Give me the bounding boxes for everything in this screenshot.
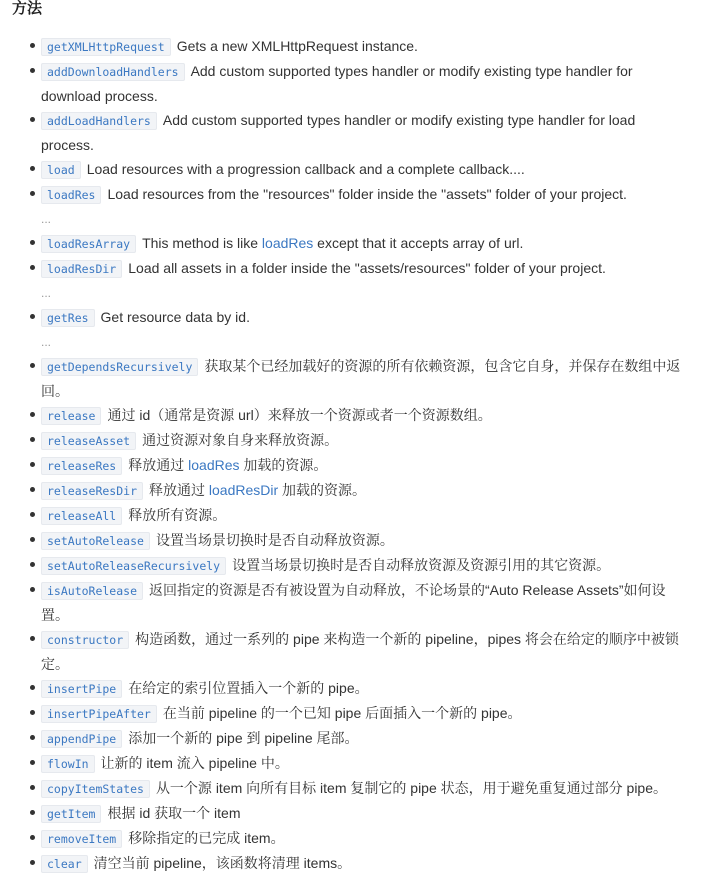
method-item bbox=[0, 403, 700, 428]
method-name-link[interactable]: appendPipe bbox=[41, 730, 122, 748]
method-item bbox=[0, 851, 700, 876]
method-item bbox=[0, 676, 700, 701]
method-name-link[interactable]: getRes bbox=[41, 309, 95, 327]
method-name-link[interactable]: loadResDir bbox=[41, 260, 122, 278]
bullet-icon bbox=[30, 685, 35, 690]
method-description: 释放通过 bbox=[128, 457, 189, 473]
bullet-icon bbox=[30, 512, 35, 517]
method-item bbox=[0, 59, 700, 108]
bullet-icon bbox=[30, 710, 35, 715]
method-name-link[interactable]: addDownloadHandlers bbox=[41, 63, 185, 81]
method-description: 通过资源对象自身来释放资源。 bbox=[142, 432, 339, 448]
method-description: Get resource data by id. bbox=[100, 309, 250, 325]
method-name-link[interactable]: releaseAll bbox=[41, 507, 122, 525]
method-description: This method is like bbox=[142, 235, 262, 251]
method-item bbox=[0, 627, 700, 676]
bullet-icon bbox=[30, 760, 35, 765]
bullet-icon bbox=[30, 835, 35, 840]
method-description-continued: 回。 bbox=[41, 383, 69, 399]
inline-method-link[interactable]: loadRes bbox=[188, 457, 240, 473]
method-description: 清空当前 pipeline，该函数将清理 items。 bbox=[93, 855, 352, 871]
method-list bbox=[0, 34, 700, 876]
method-description: Add custom supported types handler or modify existing type handler for bbox=[190, 63, 633, 79]
method-name-link[interactable]: loadResArray bbox=[41, 235, 136, 253]
method-description-continued: 定。 bbox=[41, 656, 69, 672]
bullet-icon bbox=[30, 462, 35, 467]
method-item bbox=[0, 256, 700, 281]
method-name-link[interactable]: insertPipeAfter bbox=[41, 705, 157, 723]
method-item bbox=[0, 354, 700, 403]
method-item bbox=[0, 108, 700, 157]
method-item bbox=[0, 826, 700, 851]
bullet-icon bbox=[30, 166, 35, 171]
method-name-link[interactable]: flowIn bbox=[41, 755, 95, 773]
inline-method-link[interactable]: loadResDir bbox=[208, 482, 279, 498]
bullet-icon bbox=[30, 117, 35, 122]
method-name-link[interactable]: loadRes bbox=[41, 186, 101, 204]
method-item bbox=[0, 503, 700, 528]
method-description: 设置当场景切换时是否自动释放资源。 bbox=[155, 532, 394, 548]
bullet-icon bbox=[30, 636, 35, 641]
method-item bbox=[0, 726, 700, 751]
method-description: 通过 id（通常是资源 url）来释放一个资源或者一个资源数组。 bbox=[107, 407, 492, 423]
method-item bbox=[0, 801, 700, 826]
method-item bbox=[0, 478, 700, 503]
method-description: 返回指定的资源是否有被设置为自动释放，不论场景的“Auto Release Assets”如何设 bbox=[149, 582, 666, 598]
method-description: 在当前 pipeline 的一个已知 pipe 后面插入一个新的 pipe。 bbox=[162, 705, 522, 721]
method-name-link[interactable]: getDependsRecursively bbox=[41, 358, 198, 376]
bullet-icon bbox=[30, 810, 35, 815]
method-item bbox=[0, 453, 700, 478]
method-item bbox=[0, 428, 700, 453]
method-name-link[interactable]: load bbox=[41, 161, 81, 179]
method-description: 设置当场景切换时是否自动释放资源及资源引用的其它资源。 bbox=[232, 557, 611, 573]
method-item bbox=[0, 578, 700, 627]
bullet-icon bbox=[30, 265, 35, 270]
method-name-link[interactable]: releaseAsset bbox=[41, 432, 136, 450]
method-description: 让新的 item 流入 pipeline 中。 bbox=[100, 755, 289, 771]
method-description: 添加一个新的 pipe 到 pipeline 尾部。 bbox=[128, 730, 359, 746]
method-description: Load resources with a progression callback and a complete callback.... bbox=[86, 161, 525, 177]
bullet-icon bbox=[30, 562, 35, 567]
method-description: 加载的资源。 bbox=[239, 457, 328, 473]
method-name-link[interactable]: releaseResDir bbox=[41, 482, 143, 500]
bullet-icon bbox=[30, 191, 35, 196]
method-description: Load all assets in a folder inside the "assets/resources" folder of your project. bbox=[128, 260, 606, 276]
method-description: 释放通过 bbox=[149, 482, 209, 498]
method-description: 获取某个已经加载好的资源的所有依赖资源，包含它自身，并保存在数组中返 bbox=[204, 358, 681, 374]
bullet-icon bbox=[30, 240, 35, 245]
method-description: 移除指定的已完成 item。 bbox=[128, 830, 285, 846]
method-description: 从一个源 item 向所有目标 item 复制它的 pipe 状态，用于避免重复通过部分 pipe。 bbox=[155, 780, 667, 796]
bullet-icon bbox=[30, 537, 35, 542]
method-item bbox=[0, 701, 700, 726]
method-name-link[interactable]: isAutoRelease bbox=[41, 582, 143, 600]
inline-method-link[interactable]: loadRes bbox=[261, 235, 314, 251]
method-description: 在给定的索引位置插入一个新的 pipe。 bbox=[128, 680, 369, 696]
bullet-icon bbox=[30, 412, 35, 417]
method-item bbox=[0, 231, 700, 256]
method-name-link[interactable]: getItem bbox=[41, 805, 101, 823]
bullet-icon bbox=[30, 363, 35, 368]
method-item bbox=[0, 182, 700, 207]
method-description: 加载的资源。 bbox=[278, 482, 367, 498]
bullet-icon bbox=[30, 860, 35, 865]
method-item bbox=[0, 776, 700, 801]
method-description-continued: 置。 bbox=[41, 607, 69, 623]
method-description: 构造函数，通过一系列的 pipe 来构造一个新的 pipeline，pipes 将会在给定的顺序中被锁 bbox=[135, 631, 679, 647]
method-description: except that it accepts array of url. bbox=[313, 235, 524, 251]
method-item bbox=[0, 528, 700, 553]
bullet-icon bbox=[30, 735, 35, 740]
method-description-continued: process. bbox=[41, 137, 94, 153]
method-name-link[interactable]: setAutoRelease bbox=[41, 532, 150, 550]
truncation-ellipsis: ... bbox=[41, 212, 52, 226]
bullet-icon bbox=[30, 437, 35, 442]
method-description: Load resources from the "resources" folder inside the "assets" folder of your project. bbox=[107, 186, 627, 202]
method-name-link[interactable]: release bbox=[41, 407, 101, 425]
method-name-link[interactable]: insertPipe bbox=[41, 680, 122, 698]
bullet-icon bbox=[30, 487, 35, 492]
bullet-icon bbox=[30, 314, 35, 319]
method-name-link[interactable]: clear bbox=[41, 855, 88, 873]
method-name-link[interactable]: setAutoReleaseRecursively bbox=[41, 557, 226, 575]
method-item bbox=[0, 751, 700, 776]
method-name-link[interactable]: addLoadHandlers bbox=[41, 112, 157, 130]
bullet-icon bbox=[30, 785, 35, 790]
method-item bbox=[0, 157, 700, 182]
method-item bbox=[0, 553, 700, 578]
method-name-link[interactable]: removeItem bbox=[41, 830, 122, 848]
bullet-icon bbox=[30, 43, 35, 48]
method-description: 根据 id 获取一个 item bbox=[107, 805, 241, 821]
truncation-ellipsis: ... bbox=[41, 335, 52, 349]
section-heading: 方法 bbox=[12, 0, 43, 17]
method-item bbox=[0, 305, 700, 330]
truncation-ellipsis: ... bbox=[41, 286, 52, 300]
method-description: 释放所有资源。 bbox=[128, 507, 227, 523]
method-description-continued: download process. bbox=[41, 88, 158, 104]
method-name-link[interactable]: copyItemStates bbox=[41, 780, 150, 798]
method-name-link[interactable]: getXMLHttpRequest bbox=[41, 38, 171, 56]
method-item bbox=[0, 34, 700, 59]
method-description: Add custom supported types handler or modify existing type handler for load bbox=[162, 112, 636, 128]
bullet-icon bbox=[30, 587, 35, 592]
method-description: Gets a new XMLHttpRequest instance. bbox=[176, 38, 418, 54]
bullet-icon bbox=[30, 68, 35, 73]
method-name-link[interactable]: releaseRes bbox=[41, 457, 122, 475]
method-name-link[interactable]: constructor bbox=[41, 631, 129, 649]
